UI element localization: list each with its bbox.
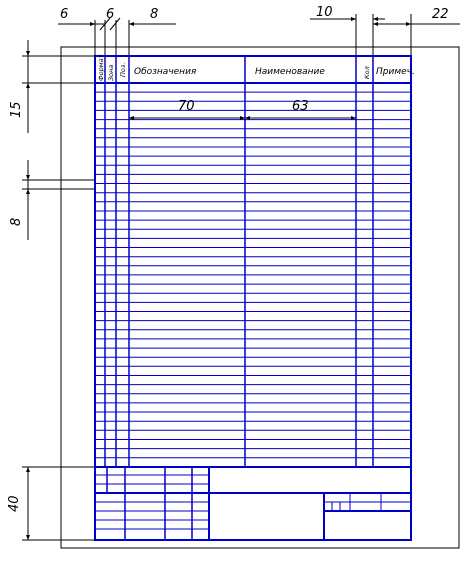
header-pos: Поз. <box>119 62 127 77</box>
dim-header-row: 15 <box>9 101 24 118</box>
dimension-lines <box>22 14 460 540</box>
table-rows <box>95 92 411 458</box>
header-zone: Зона <box>107 64 115 81</box>
dim-body-row: 8 <box>9 217 24 226</box>
dim-title-block: 40 <box>7 495 22 512</box>
title-block <box>95 467 411 540</box>
dim-qty-col: 10 <box>316 5 333 20</box>
sheet-frame <box>61 47 459 548</box>
dim-notes-col: 22 <box>432 7 449 22</box>
header-designation: Обозначения <box>134 67 197 77</box>
dim-pos-col: 8 <box>150 7 159 22</box>
header-name: Наименование <box>255 67 325 77</box>
dim-designation-col: 70 <box>178 99 195 114</box>
dim-name-col: 63 <box>292 99 309 114</box>
header-format: Формат <box>97 54 105 81</box>
header-qty: Кол <box>363 66 371 79</box>
specification-table <box>95 56 411 540</box>
dim-format-col: 6 <box>60 7 69 22</box>
header-notes: Примеч. <box>376 67 415 77</box>
dim-zone-col: 6 <box>106 7 115 22</box>
